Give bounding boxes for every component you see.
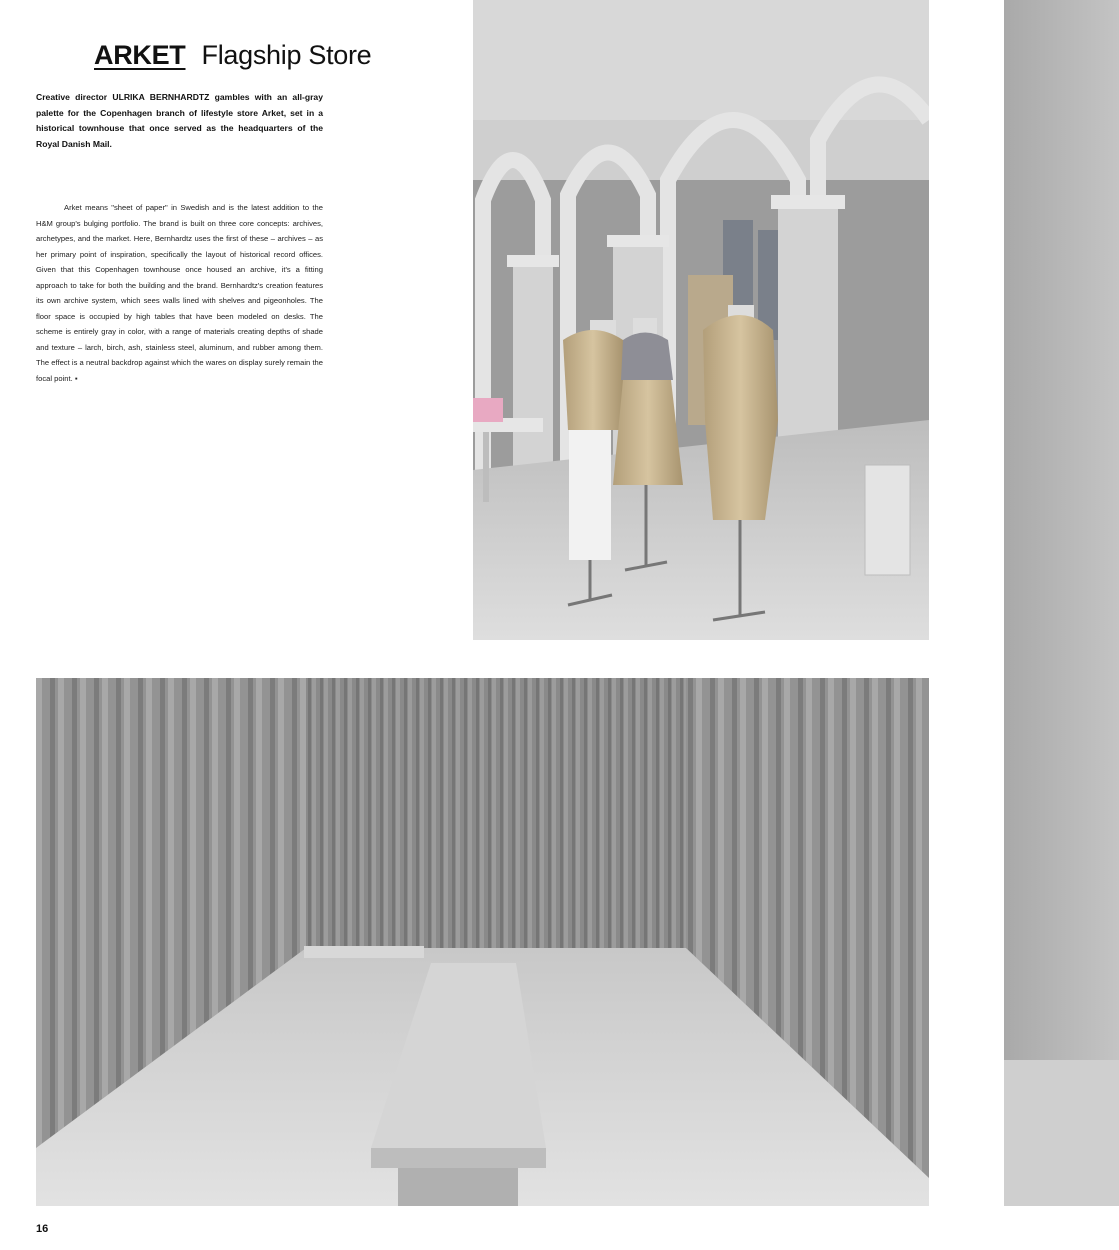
title-subtitle: Flagship Store bbox=[201, 40, 372, 70]
curtain-room-photo bbox=[36, 678, 929, 1206]
article-title bbox=[94, 40, 371, 71]
adjacent-page-photo bbox=[1004, 0, 1119, 1206]
page-number: 16 bbox=[36, 1223, 49, 1235]
body-paragraph: Arket means "sheet of paper" in Swedish and is the latest addition to the H&M group's bulging portfolio. The brand is built on three core concepts: archives, archetypes, and the market. Here, Bernhardtz uses the first of these – archives – as her primary point of inspiration, specifically the layout of historical record offices. Given that this Copenhagen townhouse once housed an archive, it's a fitting approach to take for both the building and the brand. Bernhardtz's creation features its own archive system, which sees walls lined with shelves and pigeonholes. The floor space is occupied by high tables that have been modeled on desks. The scheme is entirely gray in color, with a range of materials creating depths of shade and texture – larch, birch, ash, stainless steel, aluminum, and rubber among them. The effect is a neutral backdrop against which the wares on display surely remain the focal point. ▪ bbox=[36, 203, 323, 383]
brand-name: ARKET bbox=[94, 40, 186, 70]
intro-paragraph: Creative director ULRIKA BERNHARDTZ gambles with an all-gray palette for the Copenhagen branch of lifestyle store Arket, set in a historical townhouse that once served as the headquarters of the Royal Danish Mail. bbox=[36, 92, 323, 149]
store-arcade-photo bbox=[473, 0, 929, 640]
